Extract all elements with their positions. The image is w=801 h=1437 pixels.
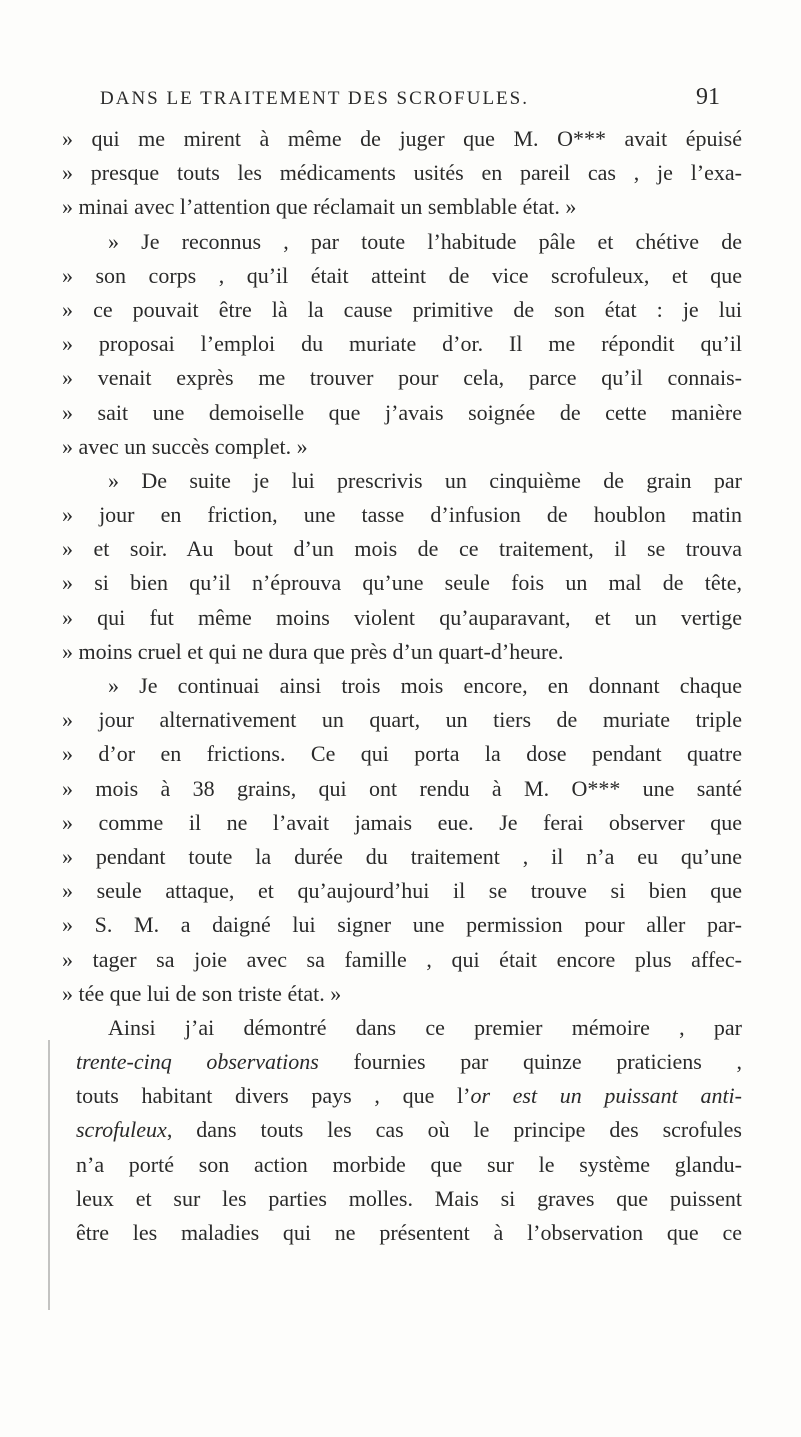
body-text [62,122,742,1250]
text-fragment: » et soir. Au bout d’un mois de ce traitement, il se trouva [62,536,742,562]
text-fragment: touts habitant divers pays , que l’ [76,1083,471,1109]
text-line [62,225,742,259]
text-line [62,1182,742,1216]
italic-text: trente-cinq observations [76,1049,319,1075]
text-line [62,1045,742,1079]
text-fragment: » venait exprès me trouver pour cela, parce qu’il connais- [62,365,742,391]
text-line [62,498,742,532]
text-line [62,772,742,806]
text-line [62,1011,742,1045]
text-line [62,943,742,977]
text-line [62,1148,742,1182]
text-fragment: » De suite je lui prescrivis un cinquième de grain par [108,467,742,493]
text-fragment: » Je reconnus , par toute l’habitude pâle et chétive de [108,228,742,254]
text-fragment: » si bien qu’il n’éprouva qu’une seule fois un mal de tête, [62,570,742,596]
text-fragment: » tée que lui de son triste état. » [62,980,342,1006]
text-line [62,703,742,737]
text-fragment: » jour alternativement un quart, un tiers de muriate triple [62,707,742,733]
italic-text: scrofuleux [76,1117,167,1143]
text-fragment: » mois à 38 grains, qui ont rendu à M. O*** une santé [62,775,742,801]
text-line [62,532,742,566]
text-line [62,1113,742,1147]
text-fragment: » Je continuai ainsi trois mois encore, en donnant chaque [108,673,742,698]
text-line [62,190,742,224]
text-line [62,361,742,395]
text-fragment: » moins cruel et qui ne dura que près d’un quart-d’heure. [62,638,564,664]
text-line [62,566,742,600]
text-line [62,601,742,635]
text-line [62,396,742,430]
text-fragment: » ce pouvait être là la cause primitive de son état : je lui [62,296,742,322]
text-fragment: » d’or en frictions. Ce qui porta la dose pendant quatre [62,741,742,767]
text-line [62,908,742,942]
text-fragment: » pendant toute la durée du traitement , il n’a eu qu’une [62,843,742,869]
text-fragment: » tager sa joie avec sa famille , qui était encore plus affec- [62,946,742,972]
text-fragment: » qui fut même moins violent qu’auparavant, et un vertige [62,604,742,630]
page-number: 91 [696,84,720,110]
text-fragment: » presque touts les médicaments usités en pareil cas , je l’exa- [62,160,742,186]
text-line [62,430,742,464]
text-line [62,1216,742,1250]
text-line [62,1079,742,1113]
text-fragment: » avec un succès complet. » [62,433,308,459]
text-line [62,874,742,908]
text-fragment: , dans touts les cas où le principe des scrofules [166,1117,742,1143]
text-fragment: leux et sur les parties molles. Mais si graves que puissent [76,1185,742,1211]
text-fragment: » seule attaque, et qu’aujourd’hui il se trouve si bien que [62,878,742,904]
text-fragment: Ainsi j’ai démontré dans ce premier mémoire , par [108,1014,742,1040]
text-fragment: » qui me mirent à même de juger que M. O*** avait épuisé [62,126,742,151]
text-line [62,293,742,327]
page-header [100,84,720,118]
text-fragment: » comme il ne l’avait jamais eue. Je ferai observer que [62,809,742,835]
text-line [62,122,742,156]
text-line [62,669,742,703]
text-line [62,840,742,874]
running-head: DANS LE TRAITEMENT DES SCROFULES. [100,88,529,109]
text-line [62,977,742,1011]
margin-rule [48,1040,50,1310]
text-fragment: » proposai l’emploi du muriate d’or. Il me répondit qu’il [62,331,742,357]
text-fragment: » son corps , qu’il était atteint de vice scrofuleux, et que [62,262,742,288]
italic-text: or est un puissant anti- [470,1083,742,1109]
text-fragment: n’a porté son action morbide que sur le système glandu- [76,1151,742,1177]
text-line [62,259,742,293]
text-line [62,635,742,669]
text-line [62,156,742,190]
text-line [62,806,742,840]
text-fragment: » sait une demoiselle que j’avais soignée de cette manière [62,399,742,425]
text-fragment: » S. M. a daigné lui signer une permission pour aller par- [62,912,742,938]
text-fragment: » jour en friction, une tasse d’infusion de houblon matin [62,502,742,528]
text-fragment: fournies par quinze praticiens , [318,1049,743,1075]
text-line [62,737,742,771]
text-line [62,327,742,361]
text-line [62,464,742,498]
text-fragment: » minai avec l’attention que réclamait un semblable état. » [62,194,577,220]
text-fragment: être les maladies qui ne présentent à l’observation que ce [76,1220,742,1245]
